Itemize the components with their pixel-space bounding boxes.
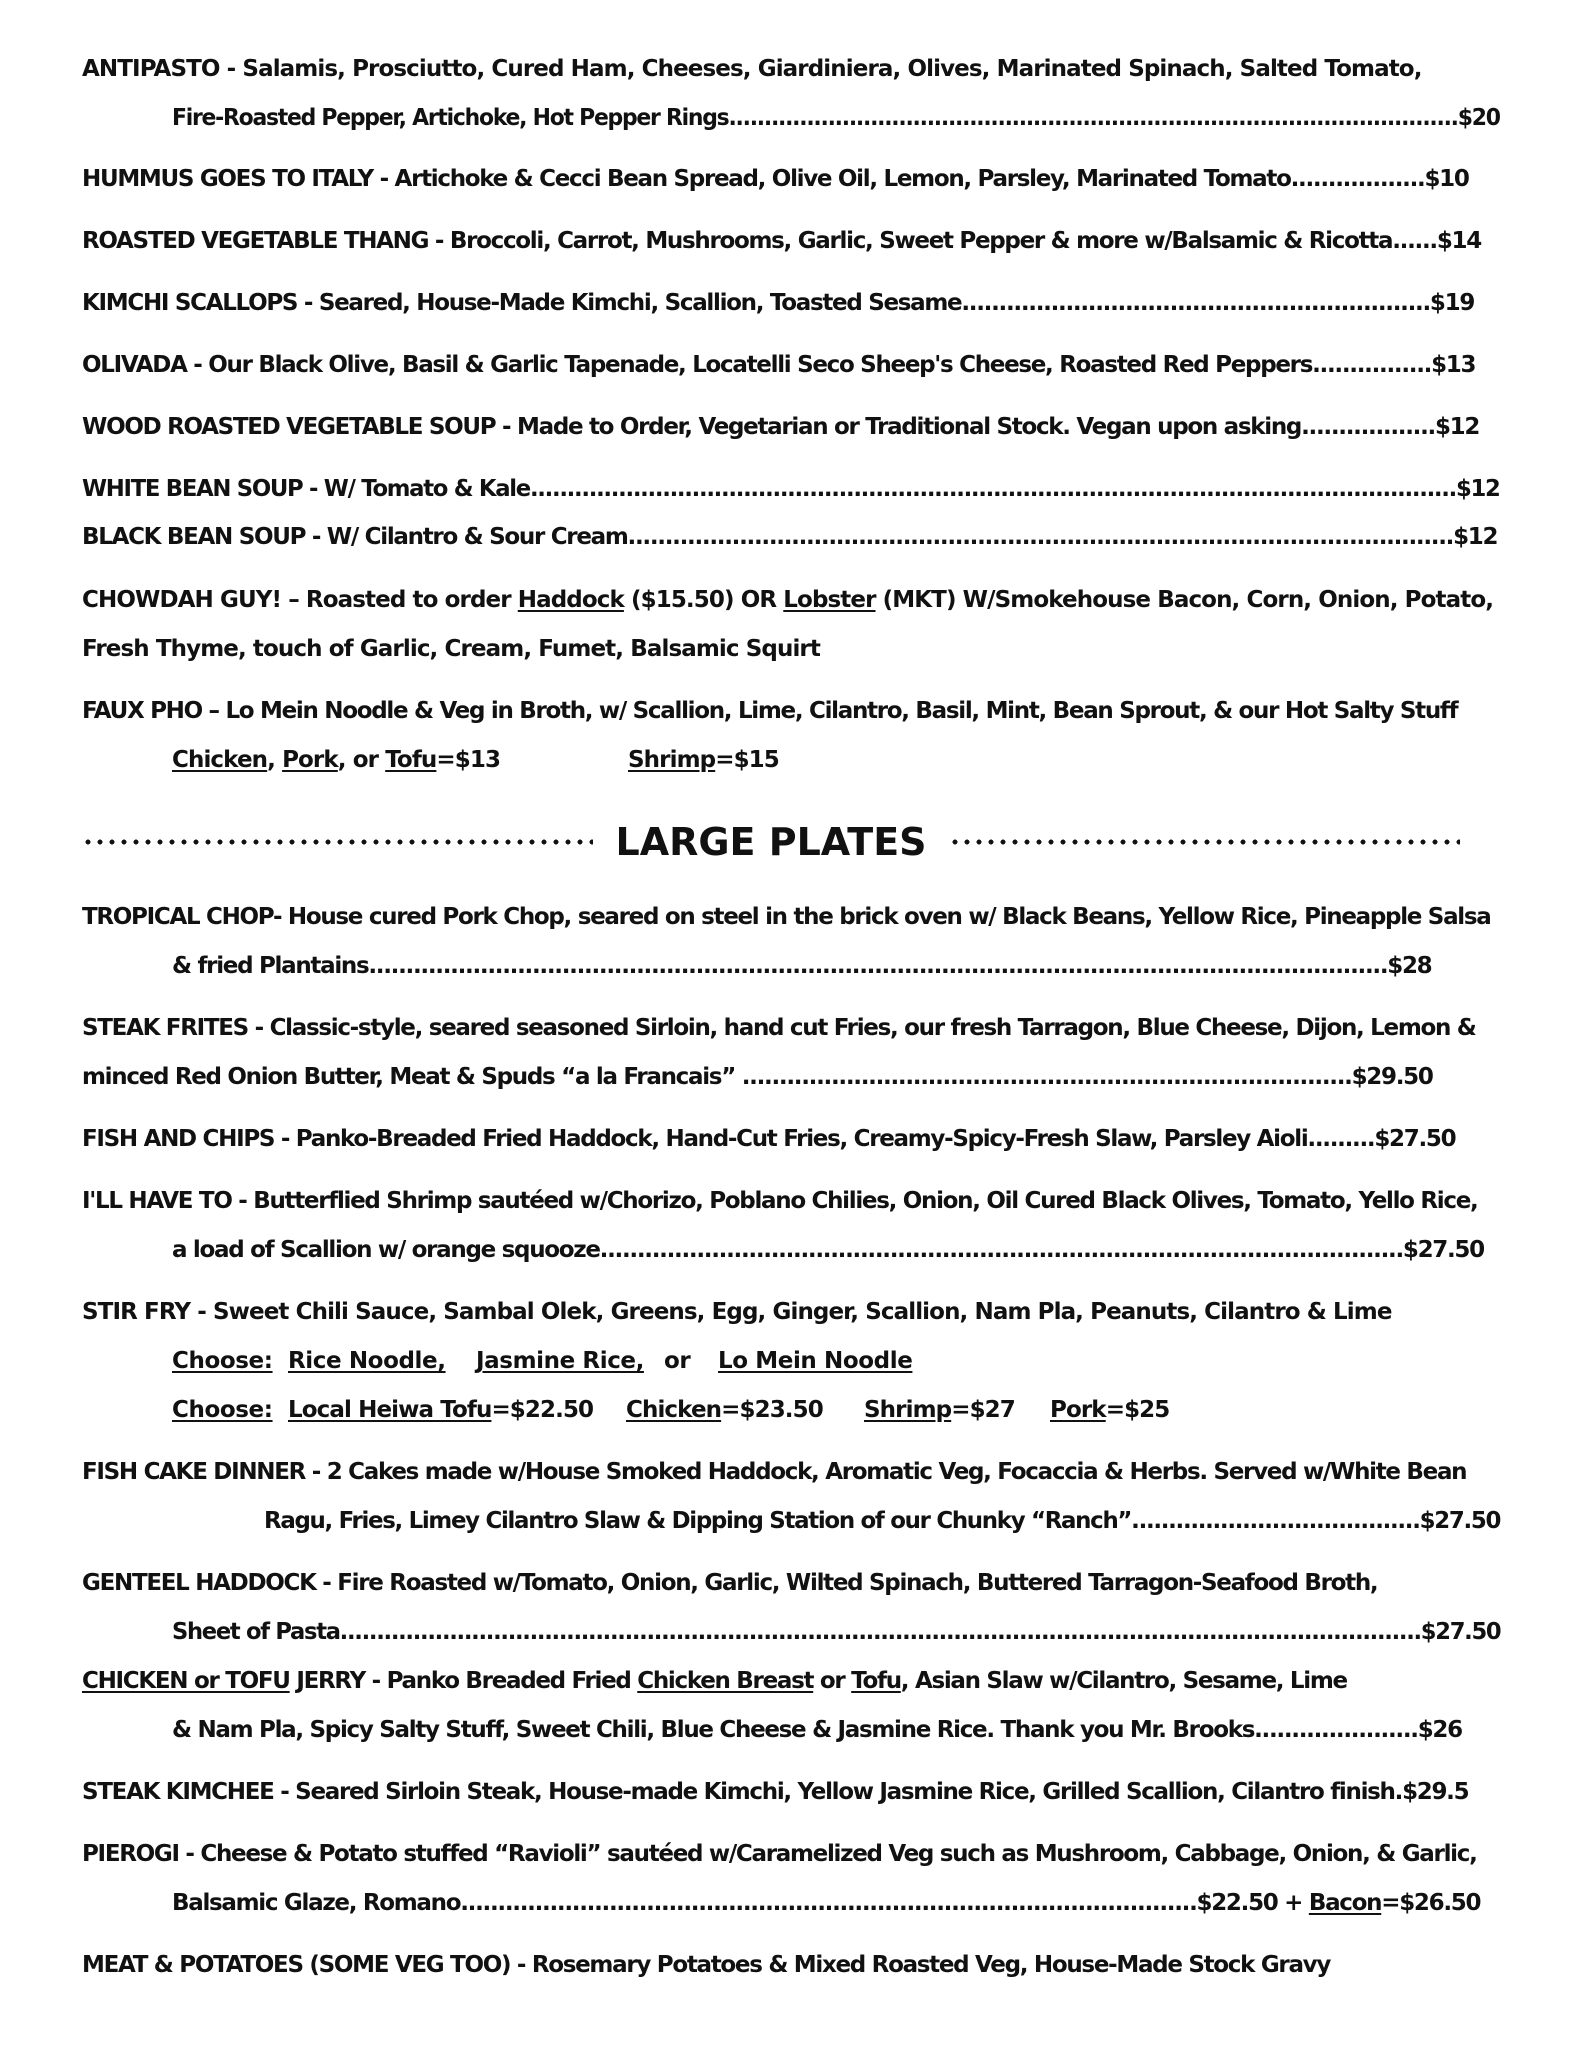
chowdah-text-b: ($15.50) OR bbox=[623, 587, 784, 613]
olivada-line: OLIVADA - Our Black Olive, Basil & Garlic Tapenade, Locatelli Seco Sheep's Cheese, Roasted Red Peppers................$13 bbox=[82, 352, 1476, 378]
stir-fry-rice-noodle bbox=[288, 1346, 446, 1376]
genteel-haddock-line-2: Sheet of Pasta....................................................................................................................................................$27.50 bbox=[172, 1619, 1501, 1645]
rice-noodle-option: Rice Noodle, bbox=[288, 1348, 446, 1374]
pierogi-text-a: Balsamic Glaze, Romano...................................................................................................$22.50 + bbox=[172, 1890, 1309, 1916]
jerry-chicken-breast: Chicken Breast bbox=[637, 1668, 814, 1694]
jerry-line-1 bbox=[82, 1666, 1347, 1696]
genteel-haddock-line-1: GENTEEL HADDOCK - Fire Roasted w/Tomato, Onion, Garlic, Wilted Spinach, Buttered Tarragon-Seafood Broth, bbox=[82, 1570, 1378, 1596]
chowdah-line-2: Fresh Thyme, touch of Garlic, Cream, Fumet, Balsamic Squirt bbox=[82, 636, 820, 662]
jerry-line-2: & Nam Pla, Spicy Salty Stuff, Sweet Chili, Blue Cheese & Jasmine Rice. Thank you Mr. Brooks......................$26 bbox=[172, 1717, 1462, 1743]
pho-price-1: =$13 bbox=[436, 747, 501, 773]
shrimp-price: =$27 bbox=[951, 1397, 1015, 1423]
tropical-chop-line-1: TROPICAL CHOP- House cured Pork Chop, seared on steel in the brick oven w/ Black Beans, Yellow Rice, Pineapple Salsa bbox=[82, 904, 1491, 930]
pork-option: Pork bbox=[1050, 1397, 1106, 1423]
pierogi-bacon-price: =$26.50 bbox=[1381, 1890, 1481, 1916]
stir-fry-or: or bbox=[664, 1348, 691, 1374]
chowdah-text-c: (MKT) W/Smokehouse Bacon, Corn, Onion, Potato, bbox=[875, 587, 1494, 613]
ill-have-to-line-1: I'LL HAVE TO - Butterflied Shrimp sautéed w/Chorizo, Poblano Chilies, Onion, Oil Cured Black Olives, Tomato, Yello Rice, bbox=[82, 1188, 1478, 1214]
steak-frites-line-2: minced Red Onion Butter, Meat & Spuds “a la Francais” ..................................................................................$29.50 bbox=[82, 1064, 1433, 1090]
jerry-text-d: or bbox=[813, 1668, 852, 1694]
steak-frites-line-1: STEAK FRITES - Classic-style, seared seasoned Sirloin, hand cut Fries, our fresh Tarragon, Blue Cheese, Dijon, Lemon & bbox=[82, 1015, 1476, 1041]
meat-potatoes-line: MEAT & POTATOES (SOME VEG TOO) - Rosemary Potatoes & Mixed Roasted Veg, House-Made Stock Gravy bbox=[82, 1952, 1331, 1978]
faux-pho-shrimp bbox=[628, 745, 779, 775]
shrimp-option: Shrimp bbox=[864, 1397, 952, 1423]
pork-price: =$25 bbox=[1105, 1397, 1170, 1423]
tofu-option: Local Heiwa Tofu bbox=[288, 1397, 492, 1423]
chowdah-lobster-option: Lobster bbox=[783, 587, 876, 613]
jerry-tofu: Tofu bbox=[851, 1668, 901, 1694]
choose-label-1: Choose: bbox=[172, 1348, 273, 1374]
section-title: LARGE PLATES bbox=[615, 820, 927, 864]
stir-fry-choose-protein-label bbox=[172, 1395, 273, 1425]
heading-dashes-left bbox=[82, 838, 593, 846]
antipasto-line-2: Fire-Roasted Pepper, Artichoke, Hot Pepper Rings.......................................................................................................$20 bbox=[172, 105, 1500, 131]
black-bean-soup-line: BLACK BEAN SOUP - W/ Cilantro & Sour Cream...............................................................................................................$12 bbox=[82, 524, 1498, 550]
pho-separator-2: , or bbox=[337, 747, 386, 773]
heading-dashes-right bbox=[949, 838, 1460, 846]
white-bean-soup-line: WHITE BEAN SOUP - W/ Tomato & Kale..............................................................................................................................$12 bbox=[82, 476, 1500, 502]
tropical-chop-line-2: & fried Plantains.........................................................................................................................................$28 bbox=[172, 953, 1432, 979]
stir-fry-lo-mein bbox=[718, 1346, 912, 1376]
chowdah-haddock-option: Haddock bbox=[517, 587, 624, 613]
pierogi-line-1: PIEROGI - Cheese & Potato stuffed “Ravioli” sautéed w/Caramelized Veg such as Mushroom, Cabbage, Onion, & Garlic, bbox=[82, 1841, 1477, 1867]
faux-pho-line-2 bbox=[172, 745, 500, 775]
kimchi-scallops-line: KIMCHI SCALLOPS - Seared, House-Made Kimchi, Scallion, Toasted Sesame...............................................................$19 bbox=[82, 290, 1475, 316]
stir-fry-line-1: STIR FRY - Sweet Chili Sauce, Sambal Olek, Greens, Egg, Ginger, Scallion, Nam Pla, Peanuts, Cilantro & Lime bbox=[82, 1299, 1392, 1325]
pho-separator-1: , bbox=[267, 747, 283, 773]
chowdah-line-1 bbox=[82, 585, 1493, 615]
lo-mein-option: Lo Mein Noodle bbox=[718, 1348, 913, 1374]
chowdah-text-a: CHOWDAH GUY! – Roasted to order bbox=[82, 587, 518, 613]
steak-kimchee-line: STEAK KIMCHEE - Seared Sirloin Steak, House-made Kimchi, Yellow Jasmine Rice, Grilled Scallion, Cilantro finish.$29.5 bbox=[82, 1779, 1469, 1805]
large-plates-heading bbox=[82, 812, 1460, 872]
chicken-option: Chicken bbox=[626, 1397, 722, 1423]
hummus-line: HUMMUS GOES TO ITALY - Artichoke & Cecci Bean Spread, Olive Oil, Lemon, Parsley, Marinated Tomato..................$10 bbox=[82, 166, 1469, 192]
fish-cake-line-1: FISH CAKE DINNER - 2 Cakes made w/House Smoked Haddock, Aromatic Veg, Focaccia & Herbs. Served w/White Bean bbox=[82, 1459, 1467, 1485]
roasted-veg-line: ROASTED VEGETABLE THANG - Broccoli, Carrot, Mushrooms, Garlic, Sweet Pepper & more w/Balsamic & Ricotta......$14 bbox=[82, 228, 1481, 254]
jerry-protein-options: CHICKEN or TOFU bbox=[82, 1668, 290, 1694]
chicken-price: =$23.50 bbox=[721, 1397, 823, 1423]
fish-and-chips-line: FISH AND CHIPS - Panko-Breaded Fried Haddock, Hand-Cut Fries, Creamy-Spicy-Fresh Slaw, Parsley Aioli.........$27.50 bbox=[82, 1126, 1456, 1152]
pho-shrimp-option: Shrimp bbox=[628, 747, 716, 773]
pho-tofu-option: Tofu bbox=[385, 747, 437, 773]
jasmine-rice-option: Jasmine Rice, bbox=[476, 1348, 644, 1374]
pho-chicken-option: Chicken bbox=[172, 747, 268, 773]
choose-label-2: Choose: bbox=[172, 1397, 273, 1423]
pierogi-line-2 bbox=[172, 1888, 1480, 1918]
jerry-text-b: JERRY - Panko Breaded Fried bbox=[289, 1668, 638, 1694]
wood-soup-line: WOOD ROASTED VEGETABLE SOUP - Made to Order, Vegetarian or Traditional Stock. Vegan upon asking..................$12 bbox=[82, 414, 1480, 440]
stir-fry-pork bbox=[1050, 1395, 1169, 1425]
stir-fry-jasmine bbox=[476, 1346, 644, 1376]
stir-fry-choose-base-label bbox=[172, 1346, 273, 1376]
pho-price-2: =$15 bbox=[715, 747, 779, 773]
stir-fry-tofu bbox=[288, 1395, 593, 1425]
stir-fry-chicken bbox=[626, 1395, 823, 1425]
fish-cake-line-2: Ragu, Fries, Limey Cilantro Slaw & Dipping Station of our Chunky “Ranch”.......................................$27.50 bbox=[264, 1508, 1501, 1534]
pho-pork-option: Pork bbox=[282, 747, 338, 773]
stir-fry-shrimp bbox=[864, 1395, 1015, 1425]
antipasto-line-1: ANTIPASTO - Salamis, Prosciutto, Cured Ham, Cheeses, Giardiniera, Olives, Marinated Spinach, Salted Tomato, bbox=[82, 56, 1422, 82]
jerry-text-f: , Asian Slaw w/Cilantro, Sesame, Lime bbox=[900, 1668, 1347, 1694]
ill-have-to-line-2: a load of Scallion w/ orange squooze............................................................................................................$27.50 bbox=[172, 1237, 1484, 1263]
tofu-price: =$22.50 bbox=[491, 1397, 594, 1423]
pierogi-bacon-option: Bacon bbox=[1308, 1890, 1382, 1916]
faux-pho-line-1: FAUX PHO – Lo Mein Noodle & Veg in Broth, w/ Scallion, Lime, Cilantro, Basil, Mint, Bean Sprout, & our Hot Salty Stuff bbox=[82, 698, 1458, 724]
